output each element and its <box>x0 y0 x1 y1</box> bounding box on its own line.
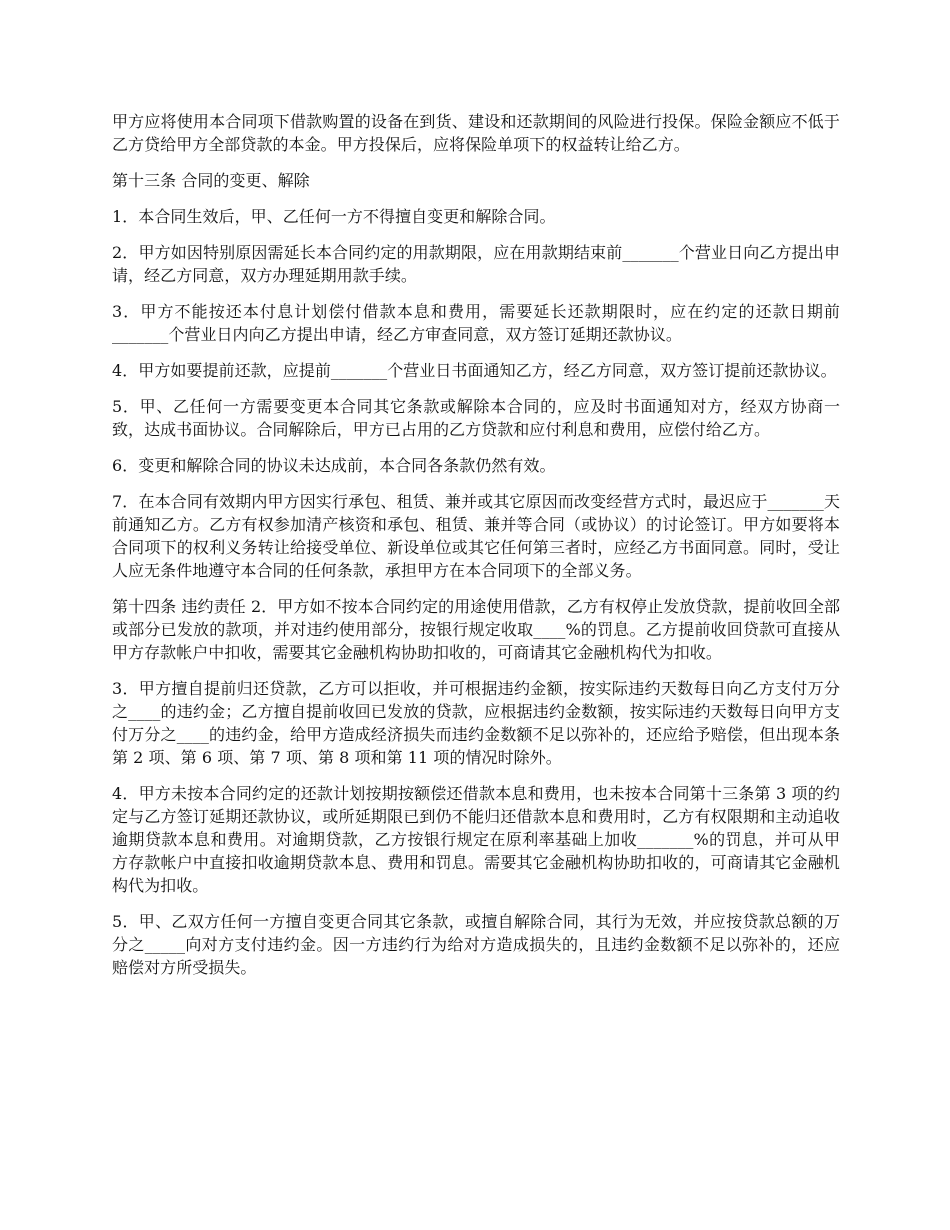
section-heading-13: 第十三条 合同的变更、解除 <box>112 171 310 190</box>
clause-13-1: 1．本合同生效后，甲、乙任何一方不得擅自变更和解除合同。 <box>112 207 556 226</box>
clause-13-4: 4．甲方如要提前还款，应提前_______个营业日书面通知乙方，经乙方同意，双方签订提前还款协议。 <box>112 361 837 380</box>
document-body <box>112 110 840 992</box>
clause-13-5: 5．甲、乙任何一方需要变更本合同其它条款或解除本合同的，应及时书面通知对方，经双方协商一致，达成书面协议。合同解除后，甲方已占用的乙方贷款和应付利息和费用，应偿付给乙方。 <box>112 397 840 439</box>
clause-13-3: 3．甲方不能按还本付息计划偿付借款本息和费用，需要延长还款期限时，应在约定的还款日期前_______个营业日内向乙方提出申请，经乙方审查同意，双方签订延期还款协议。 <box>112 302 840 344</box>
clause-14-5: 5．甲、乙双方任何一方擅自变更合同其它条款，或擅自解除合同，其行为无效，并应按贷款总额的万分之_____向对方支付违约金。因一方违约行为给对方造成损失的，且违约金数额不足以弥补的，还应赔偿对方所受损失。 <box>112 912 840 977</box>
clause-13-6: 6．变更和解除合同的协议未达成前，本合同各条款仍然有效。 <box>112 456 556 475</box>
clause-13-2: 2．甲方如因特别原因需延长本合同约定的用款期限，应在用款期结束前_______个营业日向乙方提出申请，经乙方同意，双方办理延期用款手续。 <box>112 243 840 285</box>
paragraph-insurance: 甲方应将使用本合同项下借款购置的设备在到货、建设和还款期间的风险进行投保。保险金额应不低于乙方贷给甲方全部贷款的本金。甲方投保后，应将保险单项下的权益转让给乙方。 <box>112 112 840 154</box>
clause-14-3: 3．甲方擅自提前归还贷款，乙方可以拒收，并可根据违约金额，按实际违约天数每日向乙方支付万分之____的违约金；乙方擅自提前收回已发放的贷款，应根据违约金数额，按实际违约天数每日向甲方支付万分之____的违约金，给甲方造成经济损失而违约金数额不足以弥补的，还应给予赔偿，但出现本条第 2 项、第 6 项、第 7 项、第 8 项和第 11 项的情况时除外。 <box>112 679 840 767</box>
section-14-clause-2: 第十四条 违约责任 2．甲方如不按本合同约定的用途使用借款，乙方有权停止发放贷款，提前收回全部或部分已发放的款项，并对违约使用部分，按银行规定收取____%的罚息。乙方提前收回贷款可直接从甲方存款帐户中扣收，需要其它金融机构协助扣收的，可商请其它金融机构代为扣收。 <box>112 597 840 662</box>
clause-13-7: 7．在本合同有效期内甲方因实行承包、租赁、兼并或其它原因而改变经营方式时，最迟应于_______天前通知乙方。乙方有权参加清产核资和承包、租赁、兼并等合同（或协议）的讨论签订。甲方如要将本合同项下的权利义务转让给接受单位、新设单位或其它任何第三者时，应经乙方书面同意。同时，受让人应无条件地遵守本合同的任何条款，承担甲方在本合同项下的全部义务。 <box>112 492 840 580</box>
clause-14-4: 4．甲方未按本合同约定的还款计划按期按额偿还借款本息和费用，也未按本合同第十三条第 3 项的约定与乙方签订延期还款协议，或所延期限已到仍不能归还借款本息和费用时，乙方有权限期和主动追收逾期贷款本息和费用。对逾期贷款，乙方按银行规定在原利率基础上加收_______%的罚息，并可从甲方存款帐户中直接扣收逾期贷款本息、费用和罚息。需要其它金融机构协助扣收的，可商请其它金融机构代为扣收。 <box>112 784 840 895</box>
